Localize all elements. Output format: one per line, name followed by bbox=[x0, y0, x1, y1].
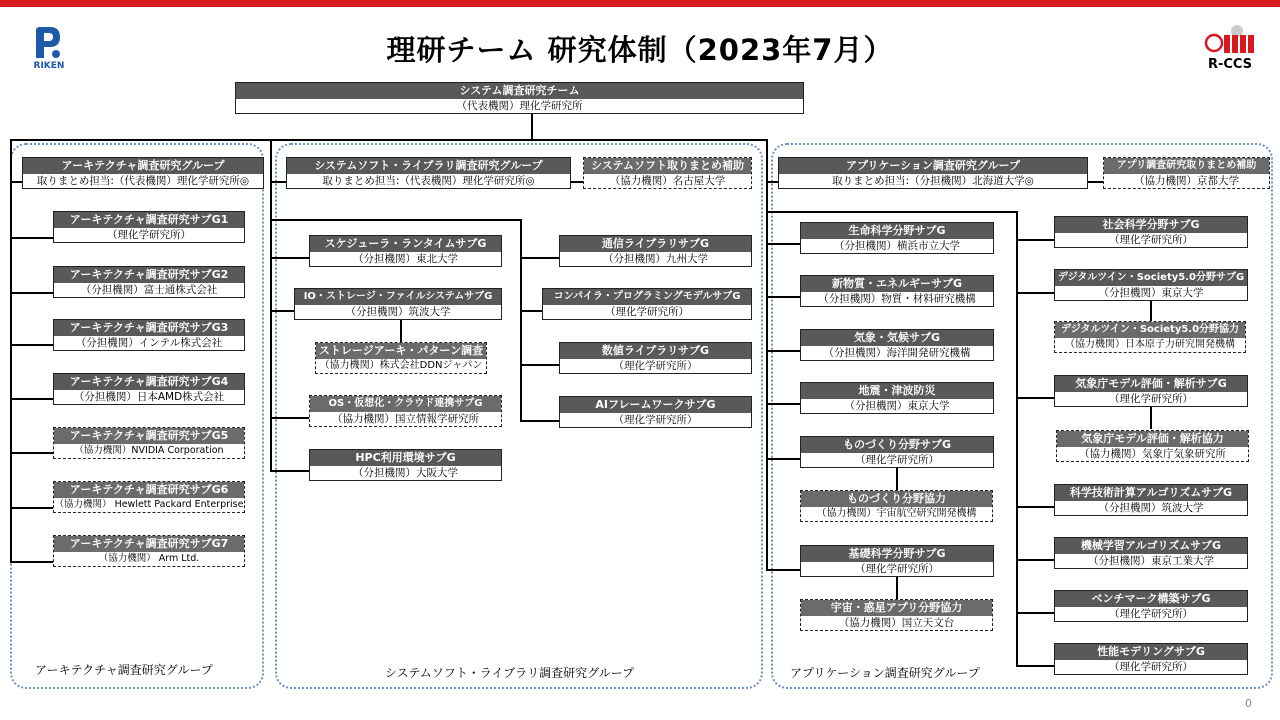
sys-sub-body: （理化学研究所） bbox=[605, 306, 689, 318]
app-sub-box bbox=[800, 545, 994, 577]
app-sub-body: （理化学研究所） bbox=[1109, 661, 1193, 673]
arch-main-body: 取りまとめ担当:（代表機関）理化学研究所◎ bbox=[36, 175, 250, 187]
sys-main-body: 取りまとめ担当:（代表機関）理化学研究所◎ bbox=[322, 175, 535, 187]
app-main-box bbox=[778, 157, 1088, 189]
rccs-logo-icon bbox=[1200, 24, 1260, 56]
app-sub-head: ものづくり分野協力 bbox=[801, 491, 992, 507]
top-team-body: （代表機関）理化学研究所 bbox=[456, 100, 583, 112]
sys-sub-body: （分担機関）東北大学 bbox=[353, 253, 458, 265]
sys-sub-box bbox=[315, 342, 487, 374]
arch-sub-box bbox=[53, 266, 245, 298]
arch-sub-body: （分担機関）インテル株式会社 bbox=[75, 337, 223, 349]
app-sub-head: デジタルツイン・Society5.0分野サブG bbox=[1055, 270, 1247, 286]
top-team-box bbox=[235, 82, 804, 114]
sys-sub-body: （分担機関）筑波大学 bbox=[345, 306, 451, 318]
app-assist-box bbox=[1103, 157, 1270, 189]
sys-sub-box bbox=[309, 235, 502, 267]
app-sub-body: （協力機関）国立天文台 bbox=[838, 617, 955, 629]
top-team-head: システム調査研究チーム bbox=[236, 83, 803, 99]
arch-sub-box bbox=[53, 211, 245, 243]
app-sub-head: 気象庁モデル評価・解析サブG bbox=[1055, 376, 1247, 392]
rccs-logo bbox=[1200, 24, 1260, 74]
app-sub-head: 宇宙・惑星アプリ分野協力 bbox=[801, 600, 992, 616]
arch-sub-box bbox=[53, 481, 245, 513]
arch-group-label: アーキテクチャ調査研究グループ bbox=[35, 663, 213, 677]
sys-sub-body: （分担機関）大阪大学 bbox=[353, 467, 458, 479]
sys-sub-body: （理化学研究所） bbox=[613, 414, 698, 426]
sys-sub-head: ストレージアーキ・パターン調査 bbox=[316, 343, 486, 359]
app-sub-box bbox=[1054, 537, 1248, 569]
sys-sub-box bbox=[559, 396, 752, 428]
app-sub-box bbox=[1054, 484, 1248, 516]
app-sub-box bbox=[1054, 643, 1248, 675]
sys-assist-body: （協力機関）名古屋大学 bbox=[609, 175, 726, 187]
app-sub-head: デジタルツイン・Society5.0分野協力 bbox=[1055, 322, 1245, 338]
sys-sub-box bbox=[542, 288, 752, 320]
sys-sub-box bbox=[559, 235, 752, 267]
riken-logo-icon bbox=[30, 26, 68, 60]
app-sub-box bbox=[800, 275, 994, 307]
sys-sub-head: 通信ライブラリサブG bbox=[560, 236, 751, 252]
app-main-head: アプリケーション調査研究グループ bbox=[779, 158, 1087, 174]
app-sub-head: ベンチマーク構築サブG bbox=[1055, 591, 1247, 607]
arch-sub-head: アーキテクチャ調査研究サブG5 bbox=[54, 428, 244, 444]
app-sub-box bbox=[800, 436, 994, 468]
app-sub-head: 新物質・エネルギーサブG bbox=[801, 276, 993, 292]
arch-sub-body: （協力機関） Arm Ltd. bbox=[98, 553, 200, 564]
sys-sub-box bbox=[309, 395, 502, 427]
app-sub-body: （理化学研究所） bbox=[1109, 234, 1193, 246]
sys-sub-body: （理化学研究所） bbox=[613, 360, 698, 372]
app-main-body: 取りまとめ担当:（分担機関）北海道大学◎ bbox=[832, 175, 1034, 187]
app-sub-box bbox=[800, 382, 994, 414]
sys-sub-box bbox=[294, 288, 502, 320]
sys-assist-head: システムソフト取りまとめ補助 bbox=[584, 158, 751, 174]
arch-sub-head: アーキテクチャ調査研究サブG7 bbox=[54, 536, 244, 552]
arch-sub-box bbox=[53, 373, 245, 405]
app-sub-body: （分担機関）横浜市立大学 bbox=[834, 240, 960, 252]
app-sub-body: （協力機関）日本原子力研究開発機構 bbox=[1065, 339, 1235, 350]
arch-sub-head: アーキテクチャ調査研究サブG3 bbox=[54, 320, 244, 336]
app-sub-head: ものづくり分野サブG bbox=[801, 437, 993, 453]
app-sub-box bbox=[1054, 375, 1248, 407]
riken-logo-text: RIKEN bbox=[33, 61, 65, 71]
arch-main-box bbox=[22, 157, 264, 189]
app-sub-body: （理化学研究所） bbox=[855, 454, 939, 466]
sys-sub-box bbox=[309, 449, 502, 481]
sys-sub-head: HPC利用環境サブG bbox=[310, 450, 501, 466]
app-sub-box bbox=[1054, 321, 1246, 353]
app-sub-body: （分担機関）物質・材料研究機構 bbox=[818, 293, 976, 305]
app-sub-body: （分担機関）東京大学 bbox=[844, 400, 950, 412]
arch-sub-body: （協力機関）NVIDIA Corporation bbox=[74, 445, 224, 456]
app-sub-body: （理化学研究所） bbox=[1109, 393, 1193, 405]
app-sub-head: 生命科学分野サブG bbox=[801, 223, 993, 239]
top-accent-bar bbox=[0, 0, 1280, 7]
app-sub-head: 基礎科学分野サブG bbox=[801, 546, 993, 562]
arch-sub-box bbox=[53, 427, 245, 459]
app-sub-body: （協力機関）宇宙航空研究開発機構 bbox=[816, 508, 977, 519]
app-sub-body: （分担機関）海洋開発研究機構 bbox=[823, 347, 971, 359]
app-sub-head: 地震・津波防災 bbox=[801, 383, 993, 399]
app-sub-box bbox=[800, 490, 993, 522]
sys-sub-head: 数値ライブラリサブG bbox=[560, 343, 751, 359]
page-number: 0 bbox=[1245, 697, 1252, 710]
app-assist-head: アプリ調査研究取りまとめ補助 bbox=[1104, 158, 1269, 174]
arch-sub-box bbox=[53, 319, 245, 351]
app-sub-head: 気象庁モデル評価・解析協力 bbox=[1057, 431, 1248, 447]
sys-main-box bbox=[286, 157, 571, 189]
arch-main-head: アーキテクチャ調査研究グループ bbox=[23, 158, 263, 174]
arch-sub-body: （分担機関）富士通株式会社 bbox=[80, 284, 218, 296]
sys-sub-head: OS・仮想化・クラウド連携サブG bbox=[310, 396, 501, 412]
rccs-logo-text: R-CCS bbox=[1207, 57, 1253, 72]
arch-sub-head: アーキテクチャ調査研究サブG1 bbox=[54, 212, 244, 228]
arch-sub-box bbox=[53, 535, 245, 567]
app-sub-body: （分担機関）東京大学 bbox=[1098, 287, 1204, 299]
sys-sub-body: （協力機関）国立情報学研究所 bbox=[332, 413, 479, 425]
sys-sub-head: AIフレームワークサブG bbox=[560, 397, 751, 413]
sys-group-label: システムソフト・ライブラリ調査研究グループ bbox=[385, 666, 635, 680]
app-sub-head: 科学技術計算アルゴリズムサブG bbox=[1055, 485, 1247, 501]
app-sub-body: （分担機関）筑波大学 bbox=[1098, 502, 1204, 514]
sys-sub-body: （分担機関）九州大学 bbox=[603, 253, 708, 265]
sys-assist-box bbox=[583, 157, 752, 189]
sys-sub-head: コンパイラ・プログラミングモデルサブG bbox=[543, 289, 751, 305]
sys-sub-box bbox=[559, 342, 752, 374]
app-sub-box bbox=[1054, 269, 1248, 301]
arch-sub-head: アーキテクチャ調査研究サブG6 bbox=[54, 482, 244, 498]
app-assist-body: （協力機関）京都大学 bbox=[1134, 175, 1239, 187]
arch-sub-head: アーキテクチャ調査研究サブG4 bbox=[54, 374, 244, 390]
sys-sub-head: スケジューラ・ランタイムサブG bbox=[310, 236, 501, 252]
riken-logo bbox=[30, 26, 68, 74]
app-sub-head: 気象・気候サブG bbox=[801, 330, 993, 346]
arch-sub-head: アーキテクチャ調査研究サブG2 bbox=[54, 267, 244, 283]
app-sub-body: （理化学研究所） bbox=[1109, 608, 1193, 620]
sys-sub-head: IO・ストレージ・ファイルシステムサブG bbox=[295, 289, 501, 305]
app-sub-box bbox=[800, 222, 994, 254]
page-title: 理研チーム 研究体制（2023年7月） bbox=[386, 33, 894, 67]
app-sub-box bbox=[1054, 590, 1248, 622]
sys-main-head: システムソフト・ライブラリ調査研究グループ bbox=[287, 158, 570, 174]
app-sub-head: 性能モデリングサブG bbox=[1055, 644, 1247, 660]
app-sub-box bbox=[1054, 216, 1248, 248]
app-sub-head: 機械学習アルゴリズムサブG bbox=[1055, 538, 1247, 554]
arch-sub-body: （協力機関） Hewlett Packard Enterprise bbox=[54, 499, 244, 510]
app-sub-box bbox=[800, 599, 993, 631]
arch-sub-body: （理化学研究所） bbox=[107, 229, 191, 241]
sys-sub-body: （協力機関）株式会社DDNジャパン bbox=[319, 360, 483, 371]
app-sub-body: （理化学研究所） bbox=[855, 563, 939, 575]
arch-sub-body: （分担機関）日本AMD株式会社 bbox=[73, 391, 225, 403]
app-sub-body: （協力機関）気象庁気象研究所 bbox=[1079, 448, 1226, 460]
app-sub-head: 社会科学分野サブG bbox=[1055, 217, 1247, 233]
app-group-label: アプリケーション調査研究グループ bbox=[790, 666, 980, 680]
app-sub-body: （分担機関）東京工業大学 bbox=[1088, 555, 1214, 567]
app-sub-box bbox=[800, 329, 994, 361]
app-sub-box bbox=[1056, 430, 1249, 462]
